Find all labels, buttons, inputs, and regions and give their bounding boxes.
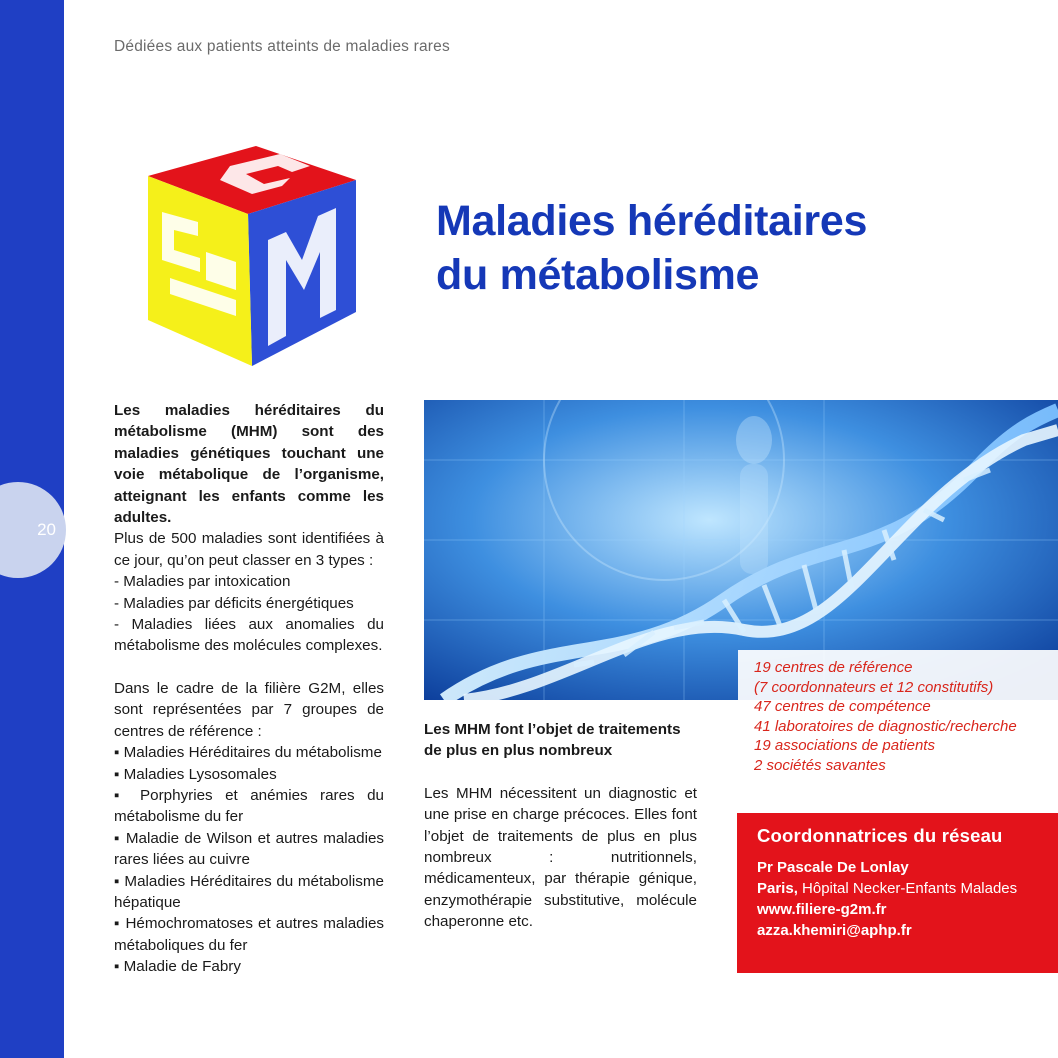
treatments-body: Les MHM nécessitent un diagnostic et une prise en charge précoces. Elles font l’objet de traitements de plus en plus nombreux : nutritionnels, médicamenteux, par thérapie génique, enzymothérapie substitutive, molécule chaperonne etc. xyxy=(424,784,697,931)
email-link[interactable]: azza.khemiri@aphp.fr xyxy=(757,922,912,939)
stat-item: (7 coordonnateurs et 12 constitutifs) xyxy=(754,678,994,696)
group-item: ▪ Maladies Héréditaires du métabolisme hépatique xyxy=(114,872,384,911)
group-item: ▪ Maladies Lysosomales xyxy=(114,765,277,783)
stat-item: 2 sociétés savantes xyxy=(754,756,886,774)
stat-item: 41 laboratoires de diagnostic/recherche xyxy=(754,717,1017,735)
website-link[interactable]: www.filiere-g2m.fr xyxy=(757,901,887,918)
stats-box xyxy=(738,650,1058,780)
group-item: ▪ Hémochromatoses et autres maladies métaboliques du fer xyxy=(114,915,384,954)
intro-bold-text: Les maladies héréditaires du métabolisme (MHM) sont des maladies génétiques touchant une voie métabolique de l’organisme, atteignant les enfants comme les adultes. xyxy=(114,402,384,527)
treatments-heading: Les MHM font l’objet de traitements de plus en plus nombreux xyxy=(424,721,681,760)
left-column xyxy=(114,400,384,978)
page-number-text: 20 xyxy=(37,520,56,539)
groups-intro-text: Dans le cadre de la filière G2M, elles sont représentées par 7 groupes de centres de référence : xyxy=(114,679,384,740)
g2m-logo xyxy=(140,140,365,370)
title-line-1: Maladies héréditaires xyxy=(436,197,868,245)
title-line-2: du métabolisme xyxy=(436,251,760,299)
stat-item: 19 centres de référence xyxy=(754,659,913,676)
middle-column xyxy=(424,719,697,933)
group-item: ▪ Maladie de Wilson et autres maladies rares liées au cuivre xyxy=(114,829,384,869)
type-item: - Maladies par déficits énergétiques xyxy=(114,594,354,612)
page-title xyxy=(436,194,996,302)
contact-hospital: Hôpital Necker-Enfants Malades xyxy=(797,880,1018,897)
header-tagline: Dédiées aux patients atteints de maladies rares xyxy=(114,38,450,55)
group-item: ▪ Maladie de Fabry xyxy=(114,958,241,976)
contact-heading: Coordonnatrices du réseau xyxy=(757,825,1003,846)
contact-name: Pr Pascale De Lonlay xyxy=(757,859,909,876)
group-item: ▪ Maladies Héréditaires du métabolisme xyxy=(114,744,382,762)
stat-item: 19 associations de patients xyxy=(754,737,935,755)
contact-address xyxy=(757,878,1058,899)
group-item: ▪ Porphyries et anémies rares du métabolisme du fer xyxy=(114,786,384,826)
intro-text: Plus de 500 maladies sont identifiées à ce jour, qu’on peut classer en 3 types : xyxy=(114,530,384,569)
stat-item: 47 centres de compétence xyxy=(754,698,931,716)
contact-box xyxy=(737,813,1058,973)
contact-city: Paris, xyxy=(757,880,798,897)
type-item: - Maladies par intoxication xyxy=(114,573,291,591)
type-item: - Maladies liées aux anomalies du métabolisme des molécules complexes. xyxy=(114,616,384,655)
